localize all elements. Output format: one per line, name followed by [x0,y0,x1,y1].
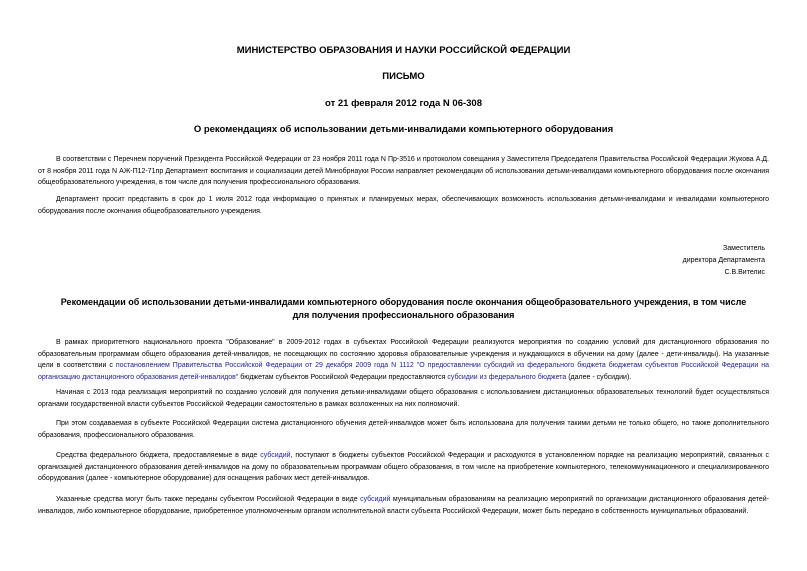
signature-name: С.В.Вителис [724,269,765,276]
recommendation-paragraph: При этом создаваемая в субъекте Российской Федерации система дистанционного обучения детей-инвалидов может быть использована для получения такими детьми не только общего, но также дополнительного образования, профессионального образования. [38,420,769,439]
subsidy-link[interactable]: субсидий [360,496,391,503]
doc-type-heading: ПИСЬМО [382,71,425,82]
subsidy-link[interactable]: субсидий [260,452,291,459]
paragraph-text: Указанные средства могут быть также переданы субъектом Российской Федерации в виде [56,496,361,503]
paragraph-text: муниципальным образованиям на реализацию мероприятий по организации дистанционного образования детей-инвалидов, либо компьютерное оборудование, приобретенное уполномоченным органом исполнительной власти субъекта Российской Федерации, может быть передано в собственность муниципальных образований. [38,496,769,515]
signature-position: Заместитель [723,245,765,252]
recommendation-paragraph [38,494,769,517]
paragraph-text: бюджетам субъектов Российской Федерации предоставляются [238,373,448,381]
subject-heading: О рекомендациях об использовании детьми-инвалидами компьютерного оборудования [193,124,614,135]
paragraph-text: , поступают в бюджеты субъектов Российской Федерации и расходуются в установленном порядке на реализацию мероприятий, связанных с организацией дистанционного образования детей-инвалидов на дому по образовательным программам общего образования, в том числе на приобретение компьютерного, телекоммуникационного и специализированного оборудования (далее - компьютерное оборудование) для оснащения рабочих мест детей-инвалидов. [38,452,769,482]
letter-paragraph: В соответствии с Перечнем поручений Президента Российской Федерации от 23 ноября 2011 года N Пр-3516 и протоколом совещания у Заместителя Председателя Правительства Российской Федерации Жукова А.Д. от 8 ноября 2011 года N АЖ-П12-71пр Департамент воспитания и социализации детей Минобрнауки России направляет рекомендации об использовании детьми-инвалидами компьютерного оборудования после окончания общеобразовательного учреждения, в том числе для получения профессионального образования. [38,156,769,186]
date-number-heading: от 21 февраля 2012 года N 06-308 [325,98,482,109]
recommendations-title: Рекомендации об использовании детьми-инвалидами компьютерного оборудования после окончания общеобразовательного учреждения, в том числе для получения профессионального образования [60,297,747,320]
recommendation-paragraph: Начиная с 2013 года реализация мероприятий по созданию условий для получения детьми-инвалидами общего образования с использованием дистанционных образовательных технологий будет осуществляться органами государственной власти субъектов Российской Федерации самостоятельно в рамках возложенных на них полномочий. [38,389,769,408]
ministry-heading: МИНИСТЕРСТВО ОБРАЗОВАНИЯ И НАУКИ РОССИЙСКОЙ ФЕДЕРАЦИИ [236,45,571,56]
resolution-link[interactable]: постановлением Правительства Российской Федерации от 29 декабря 2009 года N 1112 "О предоставлении субсидий из федерального бюджета бюджетам субъектов Российской Федерации на организацию дистанционного образования детей-инвалидов" [38,362,769,381]
subsidy-link[interactable]: субсидии из федерального бюджета [447,373,567,381]
paragraph-text: (далее - субсидии). [566,373,632,381]
paragraph-text: Средства федерального бюджета, предоставляемые в виде [56,452,261,459]
paragraph-text: В рамках приоритетного национального проекта "Образование" в 2009-2012 годах в субъектах Российской Федерации реализуются мероприятия по созданию условий для дистанционного образования по образовательным программам общего образования детей-инвалидов, не посещающих по состоянию здоровья образовательные учреждения и нуждающихся в обучении на дому (далее - дети-инвалиды). На указанные цели в соответствии с [38,339,769,369]
recommendation-paragraph [38,337,769,383]
signature-department: директора Департамента [682,257,765,264]
recommendation-paragraph [38,450,769,485]
letter-paragraph: Департамент просит представить в срок до 1 июля 2012 года информацию о принятых и планируемых мерах, обеспечивающих возможность использования детьми-инвалидами и инвалидами компьютерного оборудования после окончания общеобразовательного учреждения. [38,196,769,215]
